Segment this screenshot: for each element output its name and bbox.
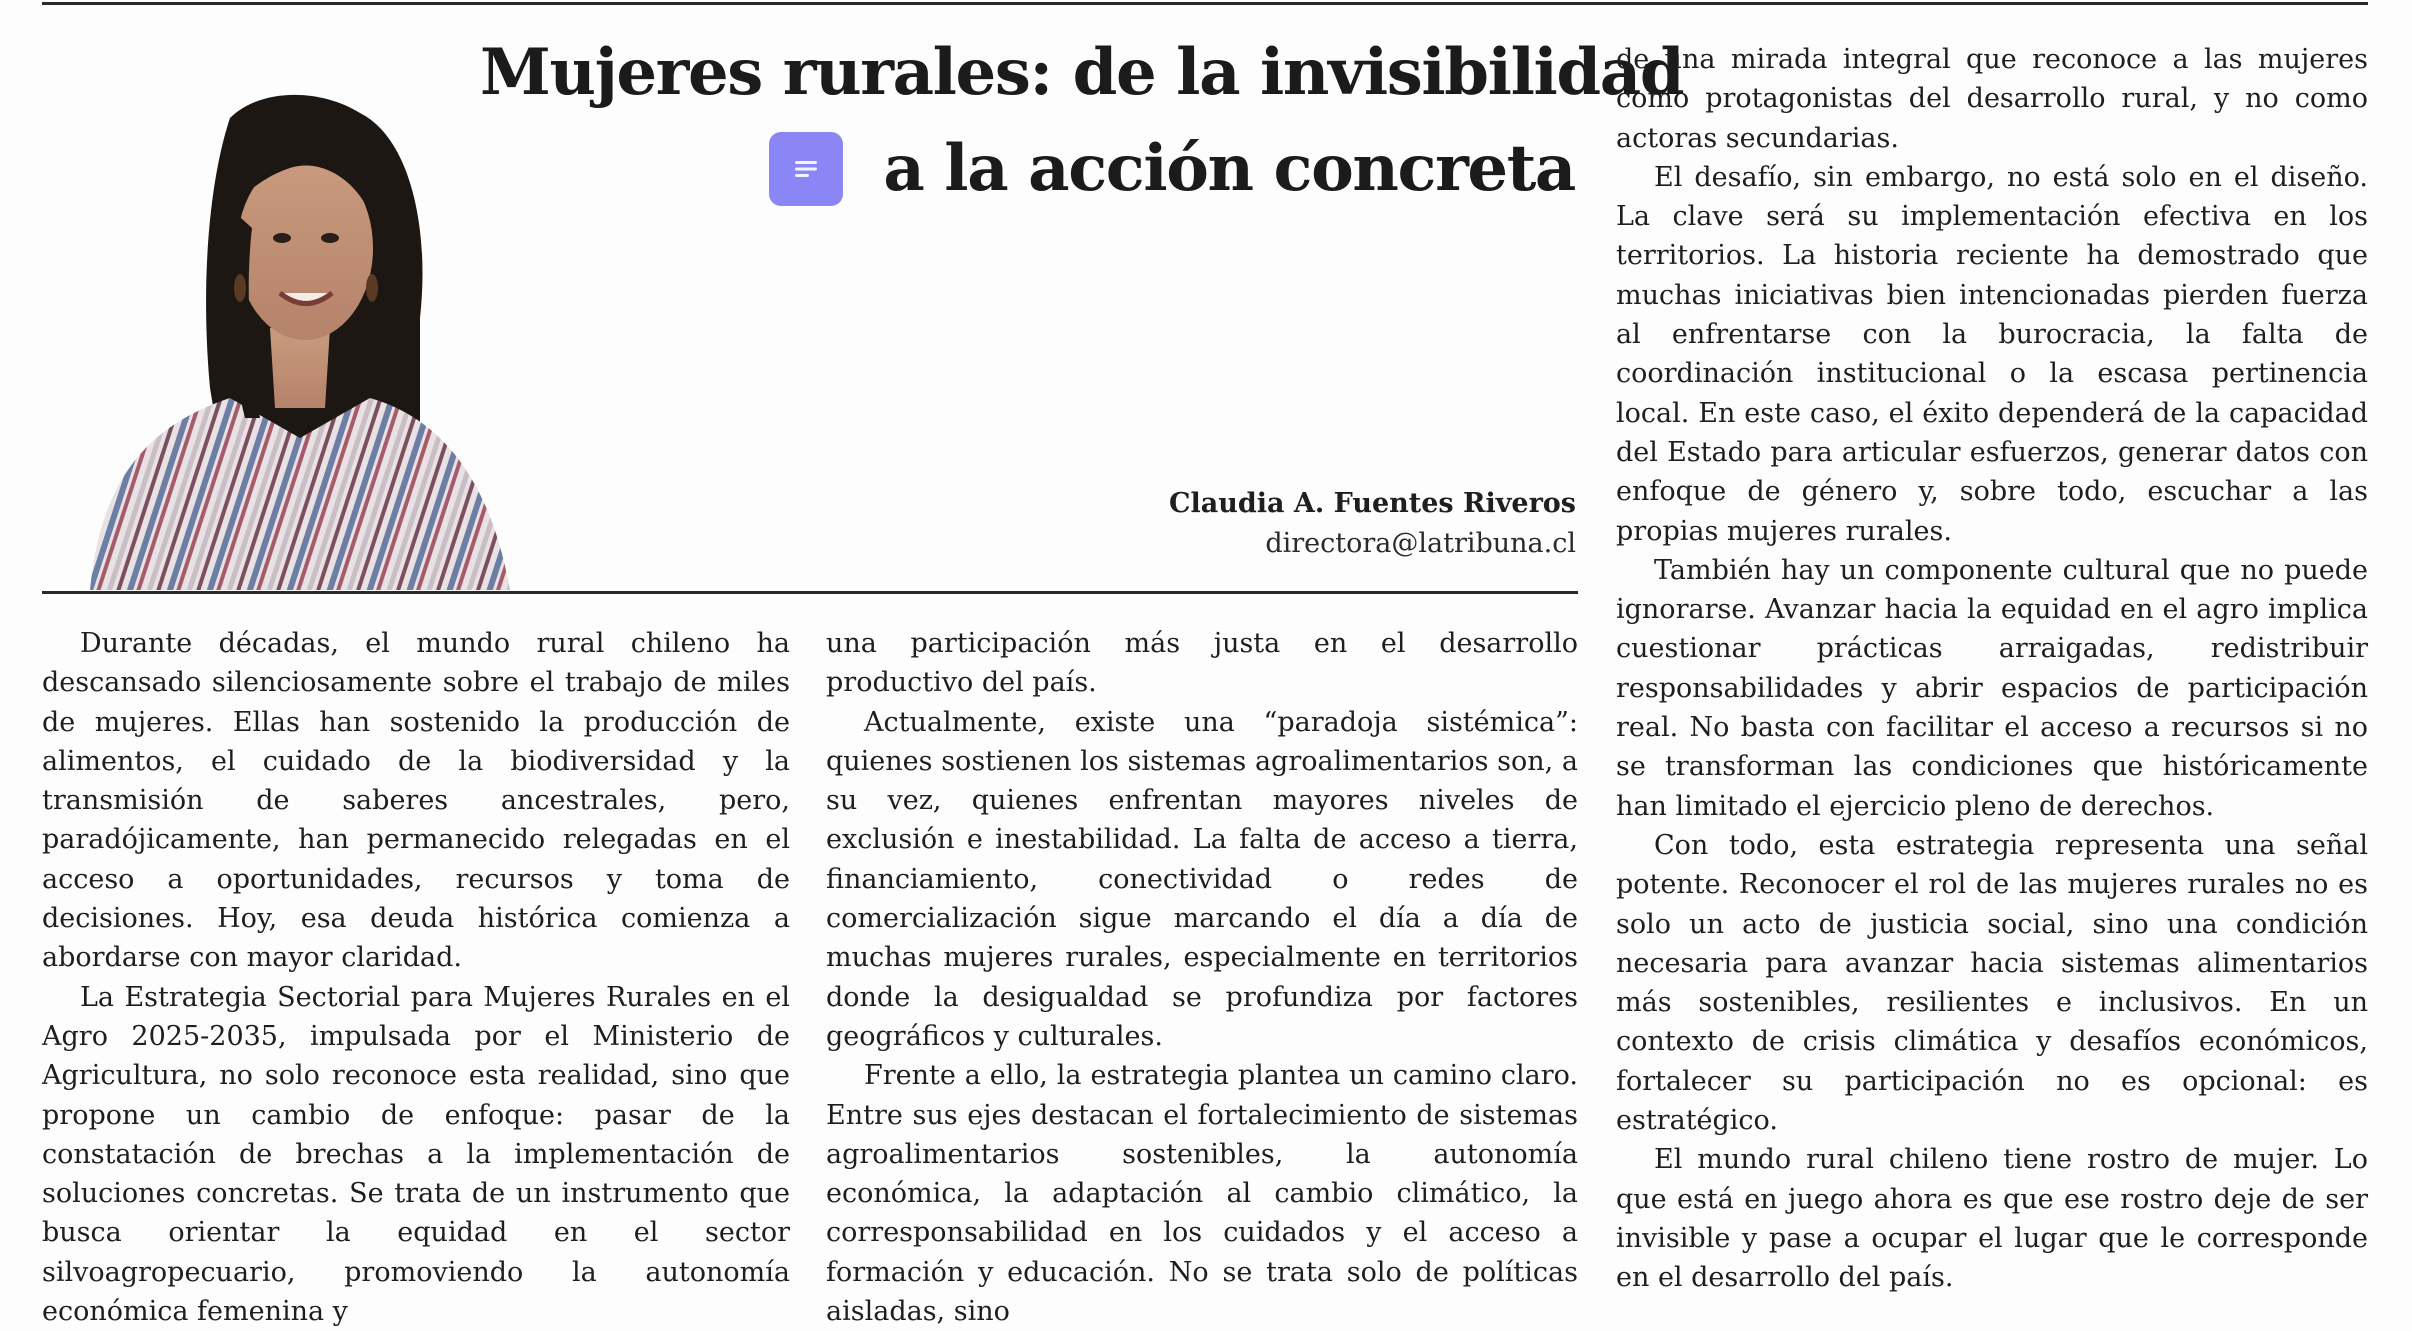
article-headline <box>480 28 1684 214</box>
headline-line-1: Mujeres rurales: de la invisibilidad <box>480 35 1684 110</box>
document-lines-icon[interactable] <box>769 132 843 206</box>
paragraph-continued: una participación más justa en el desarrollo productivo del país. <box>826 628 1578 699</box>
byline <box>1169 484 1576 564</box>
author-email[interactable]: directora@latribuna.cl <box>1265 528 1576 559</box>
body-column-3 <box>1616 40 2368 1298</box>
top-rule <box>42 2 2368 5</box>
author-photo <box>60 58 530 590</box>
paragraph: Con todo, esta estrategia representa una señal potente. Reconocer el rol de las mujeres rurales no es solo un acto de justicia social, sino una condición necesaria para avanzar hacia sistemas alimentarios más sostenibles, resilientes e inclusivos. En un contexto de crisis climática y desafíos económicos, fortalecer su participación no es opcional: es estratégico. <box>1616 829 2368 1137</box>
author-name: Claudia A. Fuentes Riveros <box>1168 488 1576 519</box>
paragraph: Frente a ello, la estrategia plantea un camino claro. Entre sus ejes destacan el fortalecimiento de sistemas agroalimentarios sostenibles, la autonomía económica, la adaptación al cambio climático, la corresponsabilidad en los cuidados y el acceso a formación y educación. No se trata solo de políticas aisladas, sino <box>826 1060 1578 1328</box>
paragraph-continued: de una mirada integral que reconoce a las mujeres como protagonistas del desarrollo rural, y no como actoras secundarias. <box>1616 44 2368 154</box>
paragraph: También hay un componente cultural que no puede ignorarse. Avanzar hacia la equidad en el agro implica cuestionar prácticas arraigadas, redistribuir responsabilidades y abrir espacios de participación real. No basta con facilitar el acceso a recursos si no se transforman las condiciones que históricamente han limitado el ejercicio pleno de derechos. <box>1616 554 2368 822</box>
paragraph: La Estrategia Sectorial para Mujeres Rurales en el Agro 2025-2035, impulsada por el Ministerio de Agricultura, no solo reconoce esta realidad, sino que propone un cambio de enfoque: pasar de la constatación de brechas a la implementación de soluciones concretas. Se trata de un instrumento que busca orientar la equidad en el sector silvoagropecuario, promoviendo la autonomía económica femenina y <box>42 981 790 1328</box>
section-rule <box>42 591 1578 594</box>
paragraph: El mundo rural chileno tiene rostro de mujer. Lo que está en juego ahora es que ese rostro deje de ser invisible y pase a ocupar el lugar que le corresponde en el desarrollo del país. <box>1616 1144 2368 1294</box>
paragraph: El desafío, sin embargo, no está solo en el diseño. La clave será su implementación efectiva en los territorios. La historia reciente ha demostrado que muchas iniciativas bien intencionadas pierden fuerza al enfrentarse con la burocracia, la falta de coordinación institucional o la escasa pertinencia local. En este caso, el éxito dependerá de la capacidad del Estado para articular esfuerzos, generar datos con enfoque de género y, sobre todo, escuchar a las propias mujeres rurales. <box>1616 161 2368 547</box>
headline-line-2: a la acción concreta <box>883 131 1575 206</box>
body-column-1 <box>42 624 790 1331</box>
paragraph: Actualmente, existe una “paradoja sistémica”: quienes sostienen los sistemas agroalimentarios son, a su vez, quienes enfrentan mayores niveles de exclusión e inestabilidad. La falta de acceso a tierra, financiamiento, conectividad o redes de comercialización sigue marcando el día a día de muchas mujeres rurales, especialmente en territorios donde la desigualdad se profundiza por factores geográficos y culturales. <box>826 706 1578 1052</box>
paragraph: Durante décadas, el mundo rural chileno ha descansado silenciosamente sobre el trabajo de miles de mujeres. Ellas han sostenido la producción de alimentos, el cuidado de la biodiversidad y la transmisión de saberes ancestrales, pero, paradójicamente, han permanecido relegadas en el acceso a oportunidades, recursos y toma de decisiones. Hoy, esa deuda histórica comienza a abordarse con mayor claridad. <box>42 628 790 974</box>
body-column-2 <box>826 624 1578 1331</box>
